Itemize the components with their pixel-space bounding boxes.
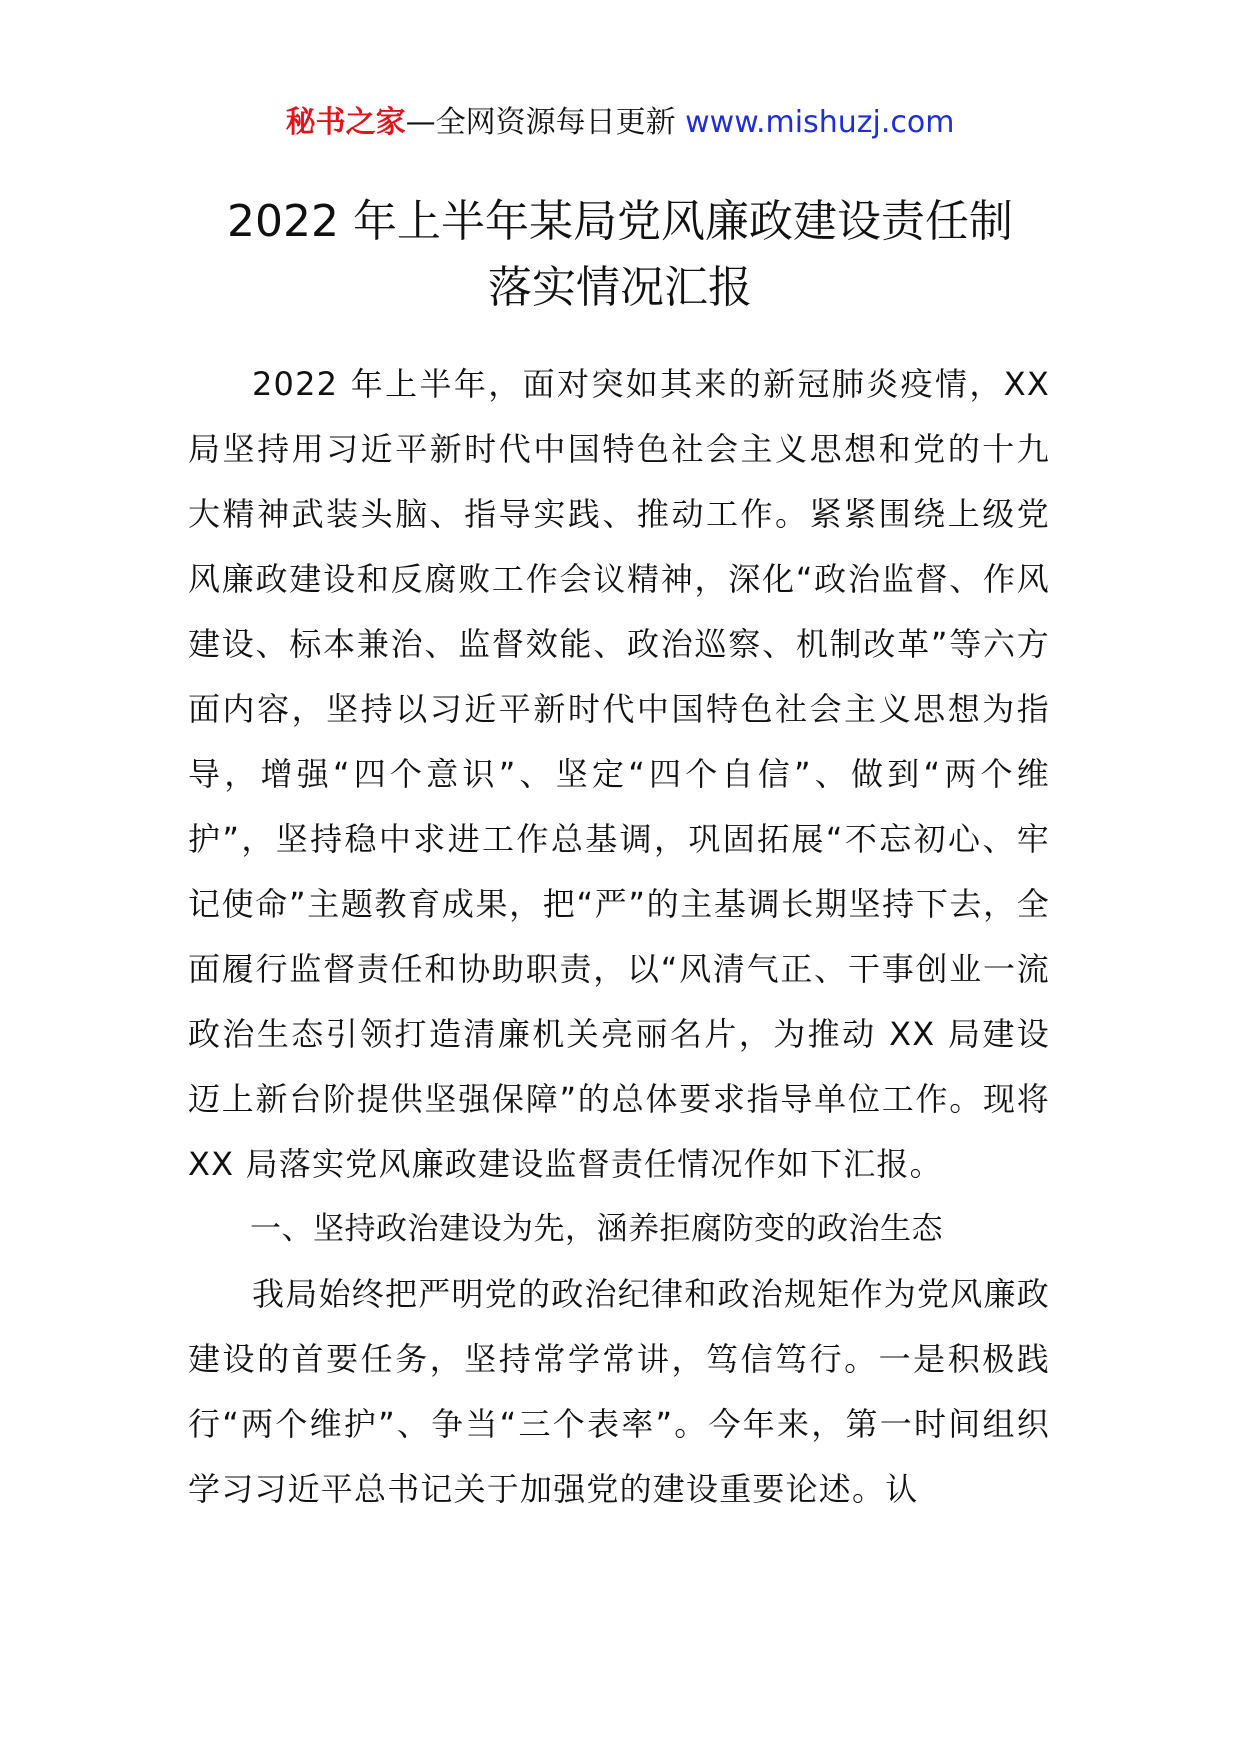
banner-url[interactable]: www.mishuzj.com <box>685 105 955 140</box>
paragraph-intro: 2022 年上半年，面对突如其来的新冠肺炎疫情，XX 局坚持用习近平新时代中国特色社会主义思想和党的十九大精神武装头脑、指导实践、推动工作。紧紧围绕上级党风廉政建设和反腐败工作会议精神，深化“政治监督、作风建设、标本兼治、监督效能、政治巡察、机制改革”等六方面内容，坚持以习近平新时代中国特色社会主义思想为指导，增强“四个意识”、坚定“四个自信”、做到“两个维护”，坚持稳中求进工作总基调，巩固拓展“不忘初心、牢记使命”主题教育成果，把“严”的主基调长期坚持下去，全面履行监督责任和协助职责，以“风清气正、干事创业一流政治生态引领打造清廉机关亮丽名片，为推动 XX 局建设迈上新台阶提供坚强保障”的总体要求指导单位工作。现将 XX 局落实党风廉政建设监督责任情况作如下汇报。 <box>188 365 1050 1183</box>
title-line-1: 2022 年上半年某局党风廉政建设责任制 <box>227 196 1013 248</box>
title-line-2: 落实情况汇报 <box>488 262 752 314</box>
section-heading-1: 一、坚持政治建设为先，涵养拒腐防变的政治生态 <box>250 1211 943 1247</box>
document-body <box>188 352 1050 1522</box>
banner-brand: 秘书之家 <box>285 105 406 140</box>
paragraph-section-1: 我局始终把严明党的政治纪律和政治规矩作为党风廉政建设的首要任务，坚持常学常讲，笃信笃行。一是积极践行“两个维护”、争当“三个表率”。今年来，第一时间组织学习习近平总书记关于加强党的建设重要论述。认 <box>188 1275 1050 1508</box>
header-banner <box>0 101 1240 145</box>
banner-slogan: —全网资源每日更新 <box>405 105 676 140</box>
document-title <box>100 189 1140 321</box>
